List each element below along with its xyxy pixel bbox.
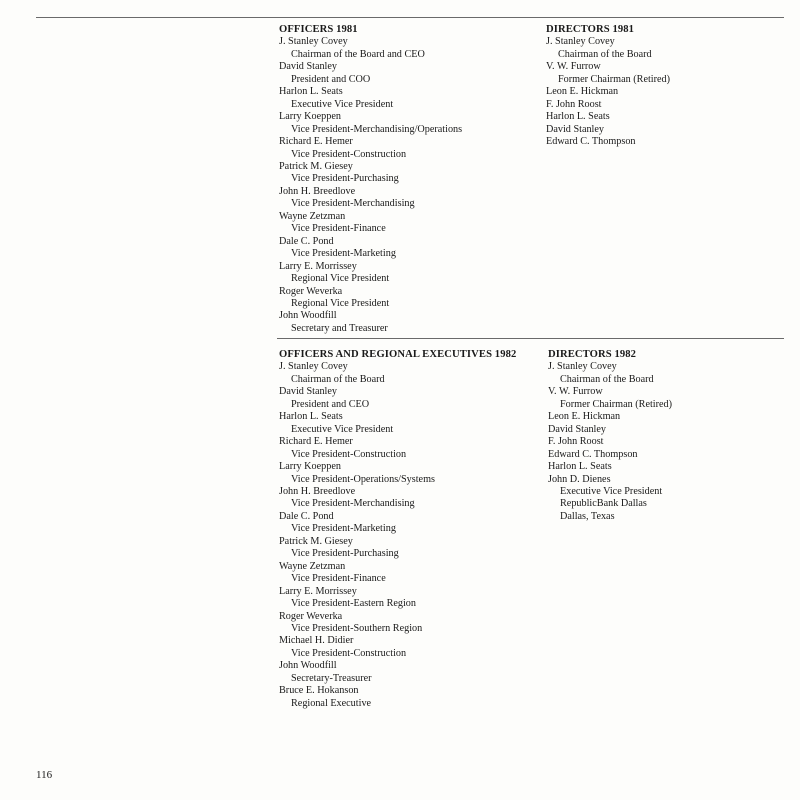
officer-title: Vice President-Finance <box>291 573 386 585</box>
officer-entry <box>279 61 462 86</box>
officer-name: John Woodfill <box>279 310 337 322</box>
officer-title: Vice President-Construction <box>291 448 407 460</box>
director-name: Edward C. Thompson <box>548 448 638 460</box>
director-name: J. Stanley Covey <box>548 361 617 373</box>
officer-name: Richard E. Hemer <box>279 436 353 448</box>
director-name: F. John Roost <box>548 436 604 448</box>
director-detail: Former Chairman (Retired) <box>558 73 671 85</box>
directors-1982-list <box>548 361 672 523</box>
director-detail: Chairman of the Board <box>560 373 654 385</box>
officer-entry <box>279 386 516 411</box>
officer-name: Bruce E. Hokanson <box>279 685 359 697</box>
officer-entry <box>279 635 516 660</box>
officer-entry <box>279 586 516 611</box>
officer-name: Dale C. Pond <box>279 235 334 247</box>
page-number: 116 <box>36 769 53 781</box>
officer-name: John Woodfill <box>279 660 337 672</box>
officer-title: Chairman of the Board <box>291 373 385 385</box>
officer-name: Harlon L. Seats <box>279 411 343 423</box>
officer-entry <box>279 36 462 61</box>
officer-title: Vice President-Southern Region <box>291 622 423 634</box>
directors-1982-heading: DIRECTORS 1982 <box>548 349 637 360</box>
officer-entry <box>279 561 516 586</box>
officer-title: Vice President-Marketing <box>291 523 396 535</box>
officer-title: Vice President-Merchandising <box>291 198 415 210</box>
officer-title: Vice President-Purchasing <box>291 173 399 185</box>
director-name: F. John Roost <box>546 98 602 110</box>
officer-title: Regional Vice President <box>291 273 390 285</box>
officer-entry <box>279 361 516 386</box>
officer-name: Dale C. Pond <box>279 510 334 522</box>
officer-entry <box>279 436 516 461</box>
officer-title: President and COO <box>291 73 371 85</box>
directors-1982-section <box>548 349 672 523</box>
officer-title: Secretary-Treasurer <box>291 672 372 684</box>
director-name: Leon E. Hickman <box>546 86 619 98</box>
director-name: Leon E. Hickman <box>548 411 621 423</box>
officer-title: Regional Vice President <box>291 297 390 309</box>
directors-1981-list <box>546 36 670 148</box>
officer-entry <box>279 685 516 710</box>
director-name: David Stanley <box>548 423 607 435</box>
officer-entry <box>279 310 462 335</box>
director-detail: Dallas, Texas <box>560 510 615 522</box>
officer-entry <box>279 86 462 111</box>
officer-entry <box>279 286 462 311</box>
middle-rule <box>277 338 784 339</box>
director-name: V. W. Furrow <box>548 386 603 398</box>
officer-title: Chairman of the Board and CEO <box>291 48 425 60</box>
officer-title: Executive Vice President <box>291 98 394 110</box>
officer-entry <box>279 660 516 685</box>
officer-name: Michael H. Didier <box>279 635 354 647</box>
officers-1982-section <box>279 349 516 710</box>
director-detail: RepublicBank Dallas <box>560 498 647 510</box>
officer-name: Patrick M. Giesey <box>279 160 353 172</box>
officer-title: President and CEO <box>291 398 370 410</box>
director-name: John D. Dienes <box>548 473 611 485</box>
officer-entry <box>279 536 516 561</box>
officer-name: J. Stanley Covey <box>279 36 348 48</box>
director-detail: Chairman of the Board <box>558 48 652 60</box>
officer-entry <box>279 486 516 511</box>
officer-entry <box>279 186 462 211</box>
officer-name: Richard E. Hemer <box>279 136 353 148</box>
director-name: Harlon L. Seats <box>546 111 610 123</box>
top-rule <box>36 17 784 18</box>
officer-entry <box>279 211 462 236</box>
director-detail: Executive Vice President <box>560 485 663 497</box>
director-name: J. Stanley Covey <box>546 36 615 48</box>
officer-title: Vice President-Merchandising <box>291 498 415 510</box>
officer-name: Larry E. Morrissey <box>279 260 357 272</box>
officers-1982-heading: OFFICERS AND REGIONAL EXECUTIVES 1982 <box>279 349 517 360</box>
officer-title: Executive Vice President <box>291 423 394 435</box>
officer-entry <box>279 111 462 136</box>
officers-1982-list <box>279 361 516 710</box>
officer-name: Roger Weverka <box>279 610 343 622</box>
officer-name: Wayne Zetzman <box>279 210 346 222</box>
officer-title: Vice President-Operations/Systems <box>291 473 435 485</box>
directors-1981-heading: DIRECTORS 1981 <box>546 24 635 35</box>
officer-entry <box>279 236 462 261</box>
officer-entry <box>279 261 462 286</box>
officer-name: Larry E. Morrissey <box>279 585 357 597</box>
officer-entry <box>279 511 516 536</box>
officer-name: Patrick M. Giesey <box>279 535 353 547</box>
officer-title: Vice President-Finance <box>291 223 386 235</box>
director-name: Edward C. Thompson <box>546 136 636 148</box>
officer-entry <box>279 461 516 486</box>
officer-name: David Stanley <box>279 61 338 73</box>
officer-name: David Stanley <box>279 386 338 398</box>
officer-title: Vice President-Purchasing <box>291 548 399 560</box>
director-detail: Former Chairman (Retired) <box>560 398 673 410</box>
officer-title: Vice President-Merchandising/Operations <box>291 123 463 135</box>
officer-title: Regional Executive <box>291 697 372 709</box>
officers-1981-section <box>279 24 462 335</box>
officer-title: Vice President-Construction <box>291 647 407 659</box>
officer-name: Larry Koeppen <box>279 111 341 123</box>
officer-title: Vice President-Eastern Region <box>291 598 416 610</box>
officer-name: Larry Koeppen <box>279 461 341 473</box>
officer-name: J. Stanley Covey <box>279 361 348 373</box>
officer-name: Harlon L. Seats <box>279 86 343 98</box>
officer-name: Wayne Zetzman <box>279 560 346 572</box>
officer-name: John H. Breedlove <box>279 485 356 497</box>
officer-title: Vice President-Construction <box>291 148 407 160</box>
officer-entry <box>279 136 462 161</box>
officer-name: John H. Breedlove <box>279 185 356 197</box>
director-name: Harlon L. Seats <box>548 461 612 473</box>
officer-title: Vice President-Marketing <box>291 248 396 260</box>
officer-entry <box>279 411 516 436</box>
officer-title: Secretary and Treasurer <box>291 322 388 334</box>
officers-1981-heading: OFFICERS 1981 <box>279 24 358 35</box>
directors-1981-section <box>546 24 670 149</box>
officers-1981-list <box>279 36 462 335</box>
director-name: V. W. Furrow <box>546 61 601 73</box>
director-name: David Stanley <box>546 123 605 135</box>
officer-entry <box>279 611 516 636</box>
officer-entry <box>279 161 462 186</box>
officer-name: Roger Weverka <box>279 285 343 297</box>
